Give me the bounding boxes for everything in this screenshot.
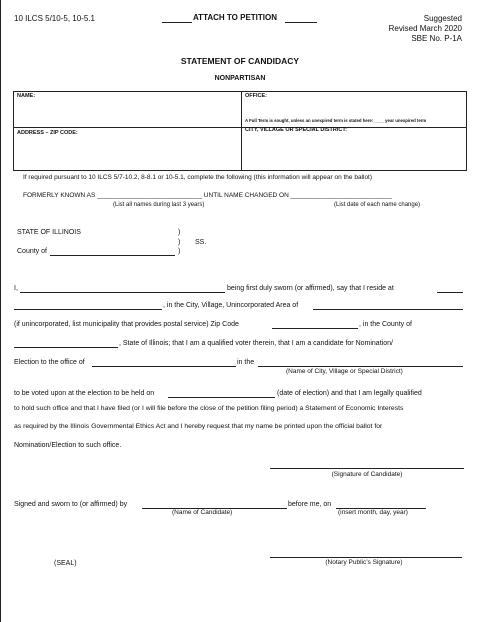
statute-reference: 10 ILCS 5/10-5, 10-5.1 (14, 14, 95, 23)
hold-office-text: to hold such office and that I have filed (or I will file before the close of the petition filing period) a Statement of Economic Interests (14, 405, 404, 412)
venue-paren-1: ) (178, 229, 181, 236)
county-of-label: County of (17, 248, 47, 255)
zip-code-blank[interactable] (272, 328, 358, 329)
name-field-label: NAME: (17, 93, 36, 99)
state-of-illinois: STATE OF ILLINOIS (17, 229, 81, 236)
seal-label: (SEAL) (54, 560, 77, 567)
suggested-label: Suggested (423, 14, 462, 23)
sworn-text: being first duly sworn (or affirmed), say that I reside at (227, 285, 394, 292)
ss-label: SS. (195, 239, 207, 246)
county-of-text: , in the County of (359, 321, 412, 328)
ballot-info-note: If required pursuant to 10 ILCS 5/7-10.2, 8-8.1 or 10-5.1, complete the following (this information will appear on the ballot) (23, 174, 373, 181)
sbe-number: SBE No. P-1A (411, 34, 462, 43)
before-me-text: before me, on (288, 501, 332, 508)
page-title: STATEMENT OF CANDIDACY (180, 56, 300, 66)
election-office-text: Election to the office of (14, 359, 85, 366)
venue-paren-2: ) (178, 239, 181, 246)
county-name-blank[interactable] (14, 347, 118, 348)
full-term-note: A Full Term is sought, unless an unexpired term is stated here: ____ year unexpired term (245, 118, 427, 123)
election-date-blank[interactable] (168, 397, 275, 398)
names-hint: (List all names during last 3 years) (113, 202, 205, 208)
attach-to-petition: ATTACH TO PETITION (193, 13, 277, 22)
box-vertical-divider (241, 91, 242, 171)
candidate-info-box (13, 91, 467, 171)
date-of-election-text: (date of election) and that I am legally qualified (277, 390, 422, 397)
date-change-hint: (List date of each name change) (334, 202, 421, 208)
attach-underline-right (285, 22, 317, 23)
city-village-text: , in the City, Village, Unincorporated Area of (163, 302, 299, 309)
candidate-name-blank[interactable] (20, 292, 225, 293)
venue-paren-3: ) (178, 248, 181, 255)
residence-blank-1[interactable] (437, 292, 463, 293)
candidate-signature-line[interactable] (270, 468, 464, 469)
revised-date: Revised March 2020 (388, 24, 462, 33)
page-subtitle: NONPARTISAN (214, 75, 266, 82)
voted-upon-text: to be voted upon at the election to be held on (14, 390, 155, 397)
name-of-candidate-hint: (Name of Candidate) (172, 509, 233, 516)
county-blank[interactable] (50, 255, 175, 256)
as-required-text: as required by the Illinois Governmental Ethics Act and I hereby request that my name be printed upon the official ballot for (14, 423, 383, 430)
office-name-blank[interactable] (92, 366, 236, 367)
candidate-signature-label: (Signature of Candidate) (331, 471, 403, 478)
address-field-label: ADDRESS – ZIP CODE: (17, 130, 78, 136)
office-field-label: OFFICE: (245, 93, 267, 99)
attach-underline-left (162, 22, 192, 23)
insert-date-hint: (insert month, day, year) (338, 509, 408, 516)
notary-signature-label: (Notary Public’s Signature) (325, 559, 403, 566)
page-left-edge (0, 0, 1, 622)
district-name-blank[interactable] (258, 366, 463, 367)
residence-blank-2[interactable] (14, 309, 162, 310)
i-label: I, (14, 285, 18, 292)
nomination-text: Nomination/Election to such office. (14, 442, 122, 449)
city-village-hint: (Name of City, Village or Special District) (286, 368, 403, 375)
zip-code-text: (if unincorporated, list municipality that provides postal service) Zip Code (14, 321, 239, 328)
district-field-label: CITY, VILLAGE OR SPECIAL DISTRICT: (245, 127, 347, 133)
unincorporated-area-blank[interactable] (313, 309, 463, 310)
box-horizontal-divider (13, 127, 467, 128)
notary-signature-line[interactable] (270, 557, 462, 558)
formerly-known-as-line: FORMERLY KNOWN AS _____________________________ UNTIL NAME CHANGED ON ____________________________ (23, 192, 392, 199)
state-qualified-text: , State of Illinois; that I am a qualified voter therein, that I am a candidate for Nomination/ (119, 340, 393, 347)
in-the-text: in the (237, 359, 255, 366)
signed-sworn-text: Signed and sworn to (or affirmed) by (14, 501, 128, 508)
